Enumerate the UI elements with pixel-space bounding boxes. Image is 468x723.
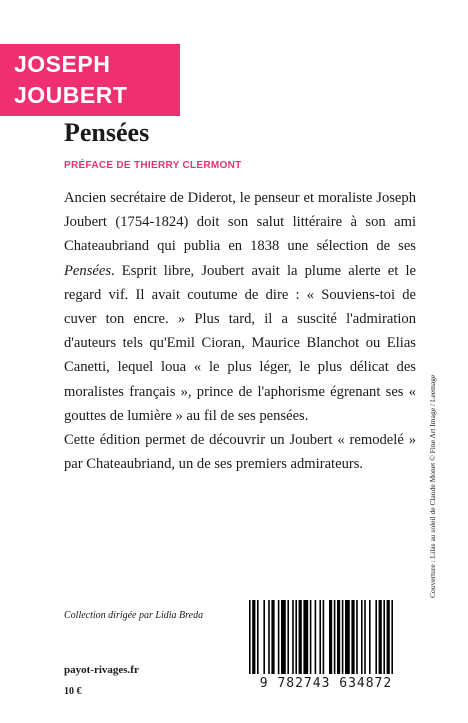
- barcode-bar: [252, 600, 255, 674]
- barcode-bar: [263, 600, 265, 674]
- isbn-barcode: [235, 598, 417, 694]
- barcode-bar: [278, 600, 280, 674]
- barcode-bar: [303, 600, 308, 674]
- price: 10 €: [64, 686, 82, 697]
- barcode-bar: [292, 600, 294, 674]
- author-band: [0, 44, 180, 116]
- barcode-bar: [257, 600, 259, 674]
- barcode-bar: [329, 600, 332, 674]
- barcode-bar: [361, 600, 363, 674]
- blurb-text-1b: . Esprit libre, Joubert avait la plume alerte et le regard vif. Il avait coutume de dire : « Souviens-toi de cuver ton encre. » Plus tard, il a suscité l'admiration d'auteurs tels qu'Emil Cioran, Maurice Blanchot ou Elias Canetti, lequel loua « le plus léger, le plus délicat des moralistes français », prince de l'aphorisme égrenant ses « gouttes de lumière » au fil de ses pensées.: [64, 262, 416, 424]
- barcode-bar: [310, 600, 312, 674]
- preface-credit: PRÉFACE DE THIERRY CLERMONT: [64, 160, 242, 171]
- barcode-bar: [345, 600, 350, 674]
- publisher-website: payot-rivages.fr: [64, 664, 139, 676]
- barcode-bar: [369, 600, 371, 674]
- barcode-bar: [337, 600, 340, 674]
- barcode-bar: [323, 600, 325, 674]
- author-last-name: JOUBERT: [14, 82, 128, 108]
- barcode-bar: [315, 600, 317, 674]
- barcode-bar: [342, 600, 344, 674]
- cover-credit: Couverture : Lilas au soleil de Claude Monet © Fine Art Image / Leemage: [428, 374, 437, 598]
- barcode-bar: [334, 600, 336, 674]
- barcode-bar: [356, 600, 358, 674]
- barcode-bar: [375, 600, 377, 674]
- blurb-italic-title: Pensées: [64, 262, 112, 279]
- barcode-bar: [319, 600, 321, 674]
- barcode-bar: [351, 600, 354, 674]
- barcode-bar: [364, 600, 366, 674]
- blurb-paragraph-2: Cette édition permet de découvrir un Joubert « remodelé » par Chateaubriand, un de ses premiers admirateurs.: [64, 432, 416, 473]
- blurb-paragraph-1: [64, 186, 416, 428]
- barcode-bar: [249, 600, 251, 674]
- barcode-bar: [383, 600, 385, 674]
- barcode-bar: [271, 600, 274, 674]
- barcode-bar: [268, 600, 270, 674]
- barcode-bar: [281, 600, 286, 674]
- blurb-text-1a: Ancien secrétaire de Diderot, le penseur et moraliste Joseph Joubert (1754-1824) doit son salut littéraire à son ami Chateaubriand qui publia en 1838 une sélection de ses: [64, 190, 416, 255]
- barcode-digits: 9 782743 634872: [259, 676, 393, 691]
- barcode-bar: [299, 600, 302, 674]
- book-title: Pensées: [64, 118, 150, 147]
- barcode-bars: [235, 598, 417, 678]
- barcode-bar: [295, 600, 297, 674]
- barcode-bar: [379, 600, 382, 674]
- barcode-bar: [387, 600, 390, 674]
- back-cover-blurb: [64, 186, 416, 476]
- barcode-bar: [287, 600, 289, 674]
- collection-editor: Collection dirigée par Lidia Breda: [64, 610, 204, 621]
- barcode-bar: [391, 600, 393, 674]
- author-first-name: JOSEPH: [14, 51, 111, 77]
